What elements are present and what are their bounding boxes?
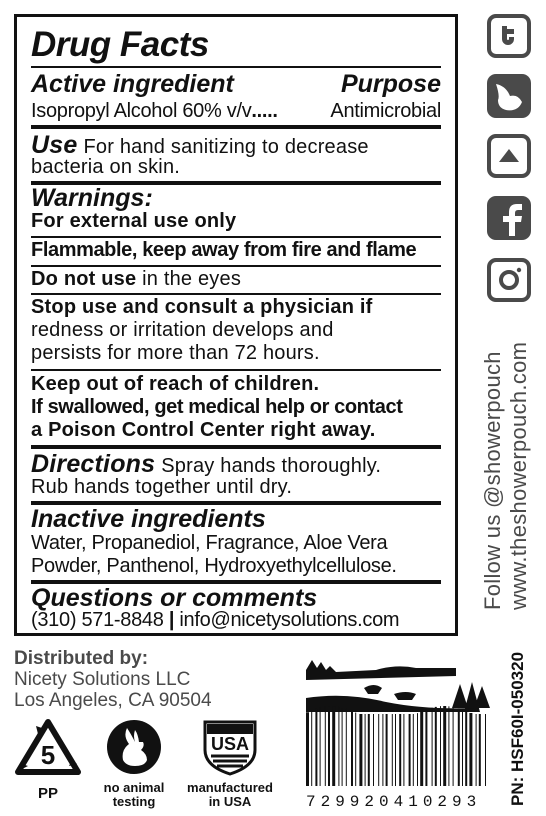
active-ingredient-heading: Active ingredient: [31, 70, 234, 98]
barcode-bar: [479, 714, 481, 786]
barcode-bar: [365, 714, 366, 786]
barcode-bar: [476, 714, 477, 786]
divider: [31, 265, 441, 267]
barcode-bar: [359, 714, 362, 786]
barcode-bar: [382, 714, 383, 786]
no-animal-testing-logo: [100, 718, 168, 808]
barcode-bar: [395, 714, 396, 786]
distributed-by-label: Distributed by:: [14, 648, 149, 669]
divider: [31, 125, 441, 129]
directions-heading: Directions: [31, 450, 156, 478]
barcode-bar: [320, 707, 321, 786]
keep-out-of-reach: Keep out of reach of children.: [31, 373, 320, 395]
distributor-city: Los Angeles, CA 90504: [14, 690, 212, 711]
warnings-heading: Warnings:: [31, 184, 153, 212]
directions-text-line2: Rub hands together until dry.: [31, 476, 293, 498]
barcode-bar: [420, 712, 423, 786]
warning-do-not-use: [31, 268, 441, 290]
barcode-bar: [425, 710, 427, 786]
part-number: PN: HSF60I-050320: [508, 651, 527, 806]
recycle-number: 5: [40, 740, 56, 770]
barcode-bar: [465, 711, 467, 786]
barcode-bar: [453, 707, 454, 786]
inactive-heading: Inactive ingredients: [31, 505, 266, 533]
barcode-bar: [448, 706, 449, 786]
animal-caption-1: no animal: [103, 780, 165, 795]
phone-number: (310) 571-8848: [31, 609, 164, 631]
use-section: [31, 132, 441, 158]
do-not-use-text: in the eyes: [136, 268, 242, 290]
website-text[interactable]: www.theshowerpouch.com: [506, 341, 531, 610]
follow-us-text: Follow us @showerpouch: [480, 351, 505, 610]
barcode-bar: [342, 708, 343, 786]
distributor-name: Nicety Solutions LLC: [14, 669, 191, 690]
made-in-usa-logo: [178, 718, 282, 808]
barcode-bar: [409, 714, 411, 786]
barcode-bar: [458, 708, 460, 786]
water-line: [306, 696, 476, 712]
warning-flammable: Flammable, keep away from fire and flame: [31, 239, 417, 261]
animal-caption-2: testing: [112, 794, 156, 809]
divider: [31, 236, 441, 238]
active-ingredient-header: [31, 71, 441, 97]
bunny-icon: [103, 718, 165, 776]
active-ingredient-row: [31, 100, 441, 122]
barcode-bar: [306, 712, 309, 786]
barcode-bar: [435, 707, 437, 786]
if-swallowed: If swallowed, get medical help or contact: [31, 396, 403, 418]
usa-text: USA: [210, 734, 250, 754]
barcode-bar: [332, 706, 335, 786]
barcode-bar: [373, 714, 374, 786]
purpose-value: Antimicrobial: [330, 100, 441, 122]
warning-external: For external use only: [31, 210, 237, 232]
barcode-bar: [403, 714, 404, 786]
divider: [31, 369, 441, 371]
pine-trees: [452, 682, 490, 712]
usa-shield-icon: [201, 718, 259, 776]
barcode-bar: [443, 706, 446, 786]
divider: [31, 293, 441, 295]
barcode-bar: [386, 714, 388, 786]
recycle-label: PP: [37, 785, 58, 802]
usa-caption-2: in USA: [208, 794, 252, 809]
active-ingredient-value: Isopropyl Alcohol 60% v/v: [31, 100, 252, 122]
email-address: info@nicetysolutions.com: [179, 609, 400, 631]
mountain-scenery: [306, 660, 456, 680]
use-text-line2: bacteria on skin.: [31, 156, 181, 178]
recycle-icon: [12, 718, 84, 780]
barcode-bar: [440, 706, 441, 786]
barcode: [302, 648, 492, 788]
barcode-bar: [378, 714, 379, 786]
directions-section: [31, 451, 441, 477]
use-heading: Use: [31, 131, 78, 159]
barcode-bar: [311, 710, 312, 786]
barcode-bar: [315, 709, 317, 786]
barcode-bar: [325, 706, 326, 786]
recycle-logo: [12, 718, 84, 808]
drug-facts-panel: [14, 14, 458, 636]
barcode-bar: [399, 714, 401, 786]
rabbit-icon[interactable]: [487, 74, 531, 118]
do-not-use-label: Do not use: [31, 268, 137, 290]
play-icon[interactable]: [487, 134, 531, 178]
barcode-block: [302, 648, 492, 811]
barcode-bar: [417, 713, 418, 786]
barcode-bar: [346, 709, 347, 786]
tumblr-icon[interactable]: [487, 14, 531, 58]
barcode-bar: [328, 706, 330, 786]
barcode-bars: [306, 706, 486, 786]
facebook-icon[interactable]: [487, 196, 531, 240]
barcode-bar: [351, 711, 353, 786]
barcode-bar: [392, 714, 393, 786]
barcode-bar: [355, 713, 356, 786]
barcode-bar: [485, 714, 486, 786]
jetski-silhouettes: [364, 685, 416, 700]
warning-stop-use-line3: persists for more than 72 hours.: [31, 342, 320, 364]
questions-heading: Questions or comments: [31, 584, 318, 612]
separator: |: [168, 609, 175, 631]
barcode-bar: [432, 708, 433, 786]
usa-caption-1: manufactured: [187, 780, 273, 795]
barcode-bar: [368, 714, 370, 786]
divider: [31, 445, 441, 449]
distributor-block: [14, 648, 212, 711]
if-swallowed-line2: a Poison Control Center right away.: [31, 419, 376, 441]
barcode-bar: [462, 710, 463, 786]
instagram-icon[interactable]: [487, 258, 531, 302]
purpose-heading: Purpose: [340, 70, 441, 98]
barcode-bar: [469, 713, 472, 786]
drug-facts-title: Drug Facts: [31, 25, 209, 64]
inactive-text: Water, Propanediol, Fragrance, Aloe Vera: [31, 532, 388, 554]
barcode-bar: [338, 707, 339, 786]
barcode-number: 729920410293: [306, 793, 482, 811]
use-text: For hand sanitizing to decrease: [83, 136, 369, 158]
warning-stop-use: Stop use and consult a physician if: [31, 296, 373, 318]
barcode-bar: [413, 714, 414, 786]
leader-dots: .....: [251, 100, 278, 122]
directions-text: Spray hands thoroughly.: [161, 455, 382, 477]
contact-line: [31, 609, 441, 631]
divider: [31, 66, 441, 68]
warning-stop-use-line2: redness or irritation develops and: [31, 319, 334, 341]
inactive-text-line2: Powder, Panthenol, Hydroxyethylcellulose.: [31, 555, 397, 577]
